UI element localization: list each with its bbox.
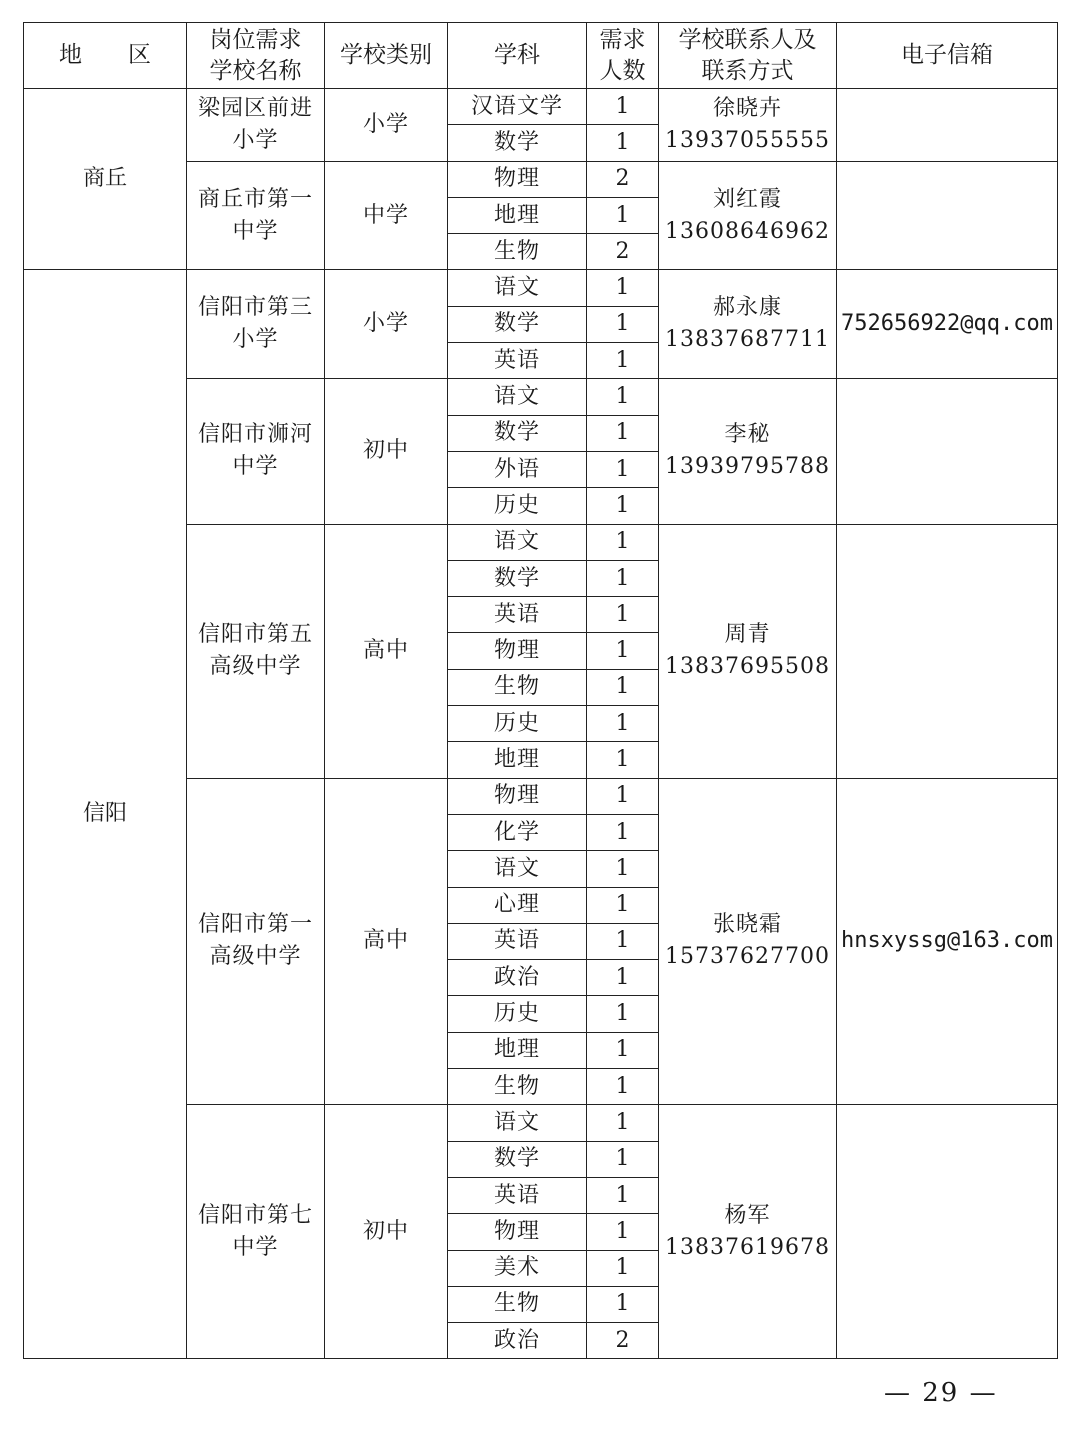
subject-cell: 数学 <box>448 560 587 596</box>
subject-cell: 历史 <box>448 706 587 742</box>
table-row <box>24 270 1058 306</box>
demand-count-cell: 1 <box>587 560 659 596</box>
subject-cell: 地理 <box>448 197 587 233</box>
subject-cell: 地理 <box>448 742 587 778</box>
subject-cell: 生物 <box>448 669 587 705</box>
subject-cell: 语文 <box>448 379 587 415</box>
demand-count-cell: 1 <box>587 524 659 560</box>
demand-count-cell: 1 <box>587 706 659 742</box>
demand-count-cell: 1 <box>587 1032 659 1068</box>
school-type-cell: 小学 <box>325 270 448 379</box>
subject-cell: 政治 <box>448 1323 587 1359</box>
subject-cell: 美术 <box>448 1250 587 1286</box>
header-email: 电子信箱 <box>837 23 1058 89</box>
demand-count-cell: 1 <box>587 415 659 451</box>
subject-cell: 生物 <box>448 1069 587 1105</box>
table-body <box>24 89 1058 1359</box>
demand-count-cell: 1 <box>587 851 659 887</box>
subject-cell: 历史 <box>448 996 587 1032</box>
email-cell: 752656922@qq.com <box>837 270 1058 379</box>
subject-cell: 政治 <box>448 960 587 996</box>
school-name-cell: 信阳市第七 中学 <box>187 1105 325 1359</box>
demand-count-cell: 2 <box>587 161 659 197</box>
school-type-cell: 中学 <box>325 161 448 270</box>
demand-count-cell: 1 <box>587 597 659 633</box>
demand-count-cell: 1 <box>587 633 659 669</box>
region-cell: 商丘 <box>24 89 187 270</box>
subject-cell: 语文 <box>448 524 587 560</box>
subject-cell: 心理 <box>448 887 587 923</box>
subject-cell: 数学 <box>448 1141 587 1177</box>
subject-cell: 物理 <box>448 778 587 814</box>
subject-cell: 汉语文学 <box>448 89 587 125</box>
header-school-name: 岗位需求 学校名称 <box>187 23 325 89</box>
contact-cell: 郝永康 13837687711 <box>659 270 837 379</box>
subject-cell: 物理 <box>448 161 587 197</box>
page-number: — 29 — <box>884 1378 998 1408</box>
contact-cell: 张晓霜 15737627700 <box>659 778 837 1105</box>
demand-count-cell: 1 <box>587 887 659 923</box>
header-row <box>24 23 1058 89</box>
subject-cell: 物理 <box>448 633 587 669</box>
subject-cell: 历史 <box>448 488 587 524</box>
email-cell <box>837 1105 1058 1359</box>
school-name-cell: 梁园区前进 小学 <box>187 89 325 162</box>
demand-count-cell: 1 <box>587 197 659 233</box>
school-name-cell: 信阳市第一 高级中学 <box>187 778 325 1105</box>
school-name-cell: 商丘市第一 中学 <box>187 161 325 270</box>
header-region: 地 区 <box>24 23 187 89</box>
subject-cell: 化学 <box>448 814 587 850</box>
demand-count-cell: 2 <box>587 234 659 270</box>
demand-count-cell: 1 <box>587 89 659 125</box>
email-cell <box>837 89 1058 162</box>
demand-count-cell: 1 <box>587 923 659 959</box>
demand-count-cell: 1 <box>587 814 659 850</box>
contact-cell: 杨军 13837619678 <box>659 1105 837 1359</box>
demand-count-cell: 1 <box>587 1214 659 1250</box>
school-name-cell: 信阳市第五 高级中学 <box>187 524 325 778</box>
subject-cell: 英语 <box>448 1177 587 1213</box>
school-type-cell: 小学 <box>325 89 448 162</box>
contact-cell: 李秘 13939795788 <box>659 379 837 524</box>
demand-count-cell: 1 <box>587 1250 659 1286</box>
subject-cell: 地理 <box>448 1032 587 1068</box>
demand-count-cell: 1 <box>587 1141 659 1177</box>
demand-count-cell: 1 <box>587 488 659 524</box>
contact-cell: 徐晓卉 13937055555 <box>659 89 837 162</box>
school-name-cell: 信阳市浉河 中学 <box>187 379 325 524</box>
demand-count-cell: 1 <box>587 778 659 814</box>
subject-cell: 英语 <box>448 343 587 379</box>
demand-count-cell: 1 <box>587 270 659 306</box>
subject-cell: 数学 <box>448 306 587 342</box>
table-row <box>24 89 1058 125</box>
header-demand-count: 需求 人数 <box>587 23 659 89</box>
email-cell: hnsxyssg@163.com <box>837 778 1058 1105</box>
subject-cell: 生物 <box>448 234 587 270</box>
demand-count-cell: 1 <box>587 125 659 161</box>
demand-count-cell: 1 <box>587 960 659 996</box>
school-name-cell: 信阳市第三 小学 <box>187 270 325 379</box>
subject-cell: 数学 <box>448 415 587 451</box>
subject-cell: 英语 <box>448 923 587 959</box>
subject-cell: 英语 <box>448 597 587 633</box>
contact-cell: 刘红霞 13608646962 <box>659 161 837 270</box>
demand-count-cell: 1 <box>587 379 659 415</box>
demand-count-cell: 1 <box>587 306 659 342</box>
demand-count-cell: 1 <box>587 451 659 487</box>
demand-count-cell: 1 <box>587 669 659 705</box>
contact-cell: 周青 13837695508 <box>659 524 837 778</box>
region-cell: 信阳 <box>24 270 187 1359</box>
email-cell <box>837 379 1058 524</box>
subject-cell: 物理 <box>448 1214 587 1250</box>
demand-count-cell: 1 <box>587 1177 659 1213</box>
demand-count-cell: 1 <box>587 343 659 379</box>
recruitment-table <box>23 22 1058 1359</box>
email-cell <box>837 161 1058 270</box>
header-contact: 学校联系人及 联系方式 <box>659 23 837 89</box>
demand-count-cell: 1 <box>587 742 659 778</box>
demand-count-cell: 1 <box>587 996 659 1032</box>
school-type-cell: 高中 <box>325 778 448 1105</box>
subject-cell: 语文 <box>448 270 587 306</box>
demand-count-cell: 1 <box>587 1286 659 1322</box>
header-school-type: 学校类别 <box>325 23 448 89</box>
subject-cell: 语文 <box>448 851 587 887</box>
subject-cell: 数学 <box>448 125 587 161</box>
subject-cell: 语文 <box>448 1105 587 1141</box>
header-subject: 学科 <box>448 23 587 89</box>
demand-count-cell: 2 <box>587 1323 659 1359</box>
subject-cell: 生物 <box>448 1286 587 1322</box>
demand-count-cell: 1 <box>587 1105 659 1141</box>
school-type-cell: 初中 <box>325 379 448 524</box>
demand-count-cell: 1 <box>587 1069 659 1105</box>
email-cell <box>837 524 1058 778</box>
subject-cell: 外语 <box>448 451 587 487</box>
school-type-cell: 初中 <box>325 1105 448 1359</box>
school-type-cell: 高中 <box>325 524 448 778</box>
